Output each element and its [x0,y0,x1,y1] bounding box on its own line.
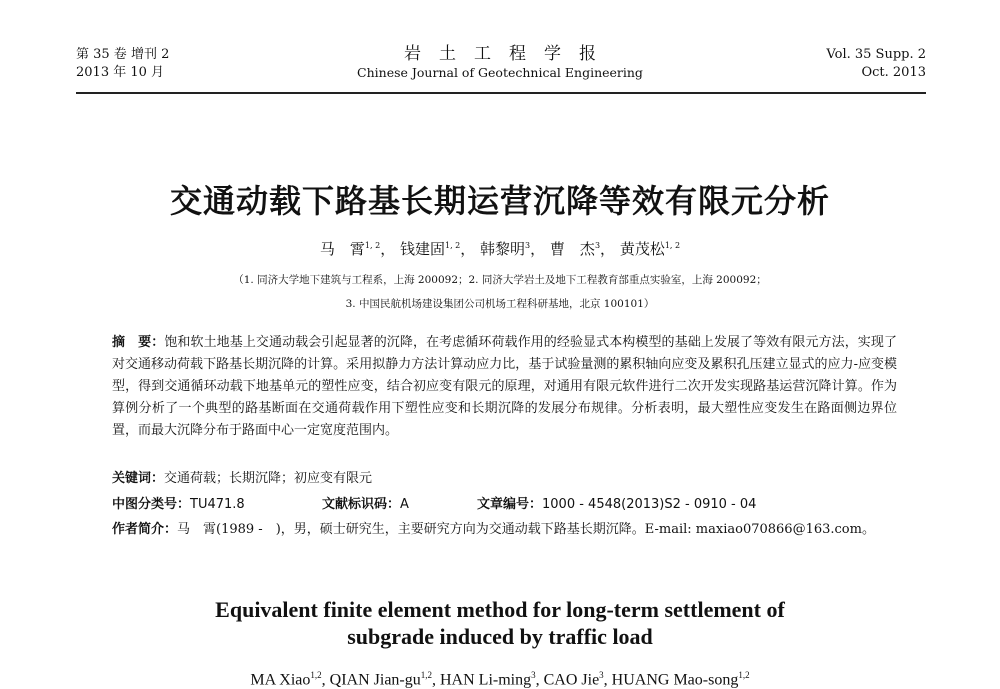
bio-label: 作者简介： [112,522,178,537]
author-cn: 黄茂松 [619,240,665,258]
article-number-label: 文章编号： [477,497,543,512]
author-en: CAO Jie [543,671,600,689]
author-list-cn: 马 霄$^{1, 2}$， 钱建固$^{1, 2}$， 韩黎明$^3$， 曹 杰$^3$， 黄茂松$^{1, 2}$ [319,240,681,258]
article-number-value: 1000 - 4548(2013)S2 - 0910 - 04 [542,497,757,512]
date-cn: 2013 年 10 月 [76,65,165,80]
abstract-label: 摘 要： [112,335,165,350]
author-en: MA Xiao [250,671,311,689]
journal-title-cn: 岩土工程学报 [404,44,614,64]
author-affiliation-mark: 3 [594,241,601,250]
paper-title-en [0,596,1000,650]
affiliation-line-2: 3. 中国民航机场建设集团公司机场工程科研基地，北京 100101） [345,298,655,310]
author-affiliation-mark: 1, 2 [444,241,461,250]
author-cn: 钱建固 [399,240,445,258]
author-cn: 曹 杰 [549,240,595,258]
abstract-text: 饱和软土地基上交通动载会引起显著的沉降，在考虑循环荷载作用的经验显式本构模型的基础上发展了等效有限元方法，实现了对交通移动荷载下路基长期沉降的计算。采用拟静力方法计算动应力比，基于试验量测的累积轴向应变及累积孔压建立显式的应力-应变模型，得到交通循环动载下地基单元的塑性应变，结合初应变有限元的原理，对通用有限元软件进行二次开发实现路基运营沉降计算。作为算例分析了一个典型的路基断面在交通荷载作用下塑性应变和长期沉降的发展分布规律。分析表明，最大塑性应变发生在路面侧边界位置，而最大沉降分布于路面中心一定宽度范围内。 [112,335,897,438]
author-en-affiliation-mark: 3 [531,670,536,680]
keywords-text: 交通荷载；长期沉降；初应变有限元 [164,471,373,486]
keywords-label: 关键词： [112,471,165,486]
header-right [826,46,926,82]
author-cn: 马 霄 [319,240,365,258]
author-en: HUANG Mao-song [611,671,739,689]
volume-cn: 第 35 卷 增刊 2 [76,47,170,62]
affiliation-line-1: （1. 同济大学地下建筑与工程系，上海 200092；2. 同济大学岩土及地下工程教育部重点实验室，上海 200092； [233,274,767,286]
doc-code-value: A [400,497,409,512]
author-bio [112,518,897,542]
author-en-affiliation-mark: 1,2 [738,670,750,680]
journal-title-en: Chinese Journal of Geotechnical Engineering [357,65,643,80]
author-en: HAN Li-ming [440,671,532,689]
author-affiliation-mark: 3 [525,241,531,250]
date-en: Oct. 2013 [861,65,926,80]
bio-text: 马 霄(1989 - )，男，硕士研究生，主要研究方向为交通动载下路基长期沉降。E-mail: maxiao070866@163.com。 [177,522,875,537]
keywords [112,468,372,490]
abstract [112,332,897,442]
author-list-en: MA Xiao$^{1,2}$, QIAN Jian-gu$^{1,2}$, HAN Li-ming$^3$, CAO Jie$^3$, HUANG Mao-song$^{1,2}$ [250,670,750,689]
author-cn: 韩黎明 [480,240,526,258]
header-rule [76,92,926,94]
author-en-affiliation-mark: 1,2 [420,670,432,680]
title-en-line-2: subgrade induced by traffic load [347,624,653,649]
author-en: QIAN Jian-gu [329,671,421,689]
author-en-affiliation-mark: 1,2 [310,670,322,680]
author-affiliation-mark: 1, 2 [664,241,681,250]
title-en-line-1: Equivalent finite element method for long-term settlement of [215,597,785,622]
doc-code-label: 文献标识码： [322,497,401,512]
clc-value: TU471.8 [190,497,245,512]
paper-title-cn: 交通动载下路基长期运营沉降等效有限元分析 [169,182,830,220]
author-en-affiliation-mark: 3 [599,670,604,680]
clc-label: 中图分类号： [112,497,191,512]
volume-en: Vol. 35 Supp. 2 [826,47,926,62]
author-affiliation-mark: 1, 2 [364,241,381,250]
classification-line [112,494,897,516]
